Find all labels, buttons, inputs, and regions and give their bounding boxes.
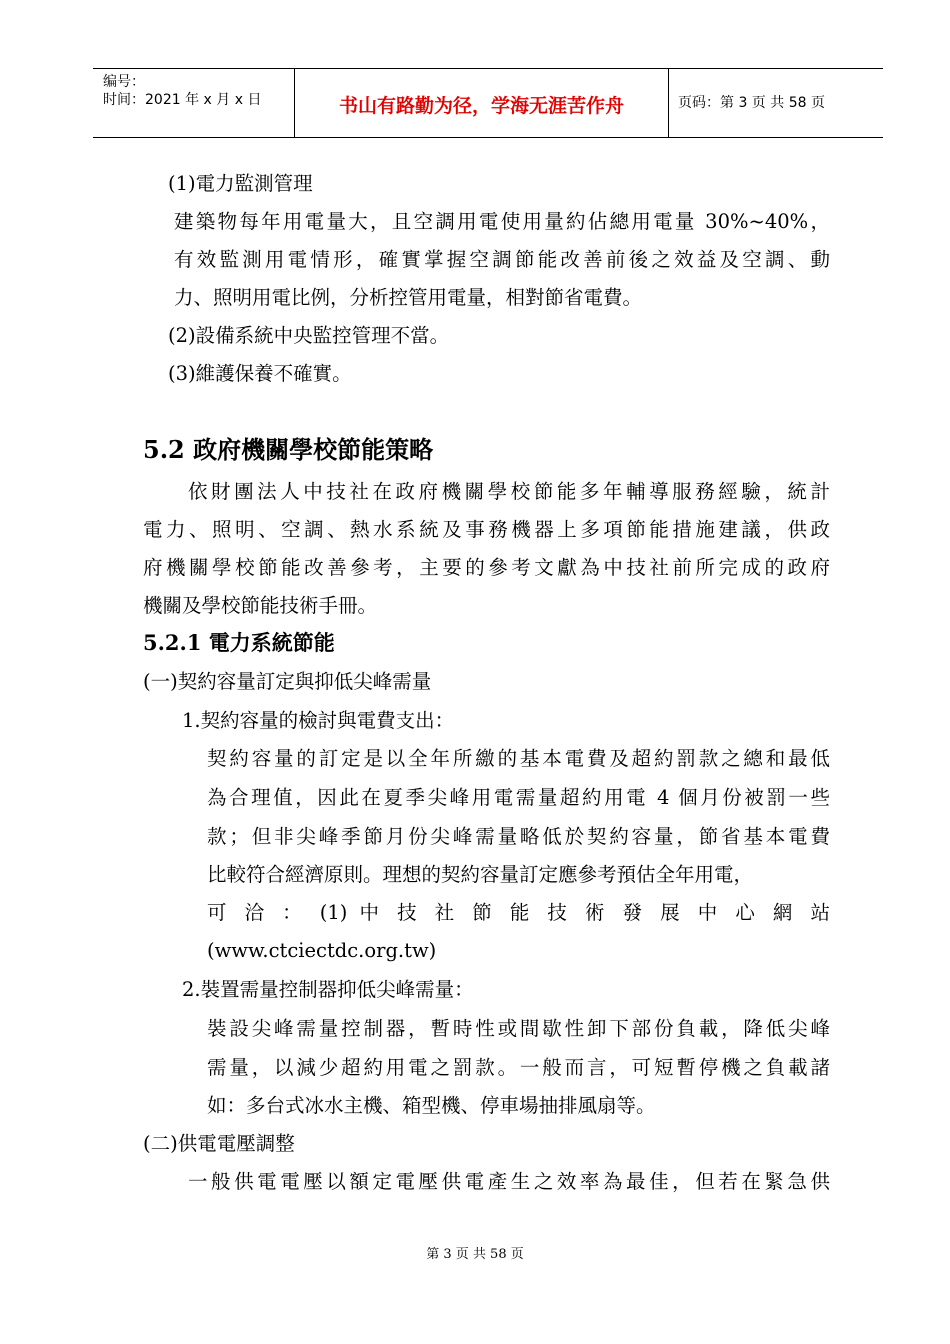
item-demand-controller: 2.裝置需量控制器抑低尖峰需量：: [182, 978, 474, 1001]
document-date: 时间：2021 年 x 月 x 日: [103, 92, 262, 108]
page-footer: 第 3 页 共 58 页: [426, 1247, 524, 1262]
header-motto-cell: [294, 69, 669, 137]
paragraph-line: 一般供電電壓以額定電壓供電產生之效率為最佳，但若在緊急供: [188, 1170, 830, 1193]
paragraph-line: 府機關學校節能改善參考，主要的參考文獻為中技社前所完成的政府: [143, 556, 830, 579]
paragraph-line: 建築物每年用電量大，且空調用電使用量約佔總用電量 30%~40%，: [174, 210, 830, 233]
paragraph-line: 需量，以減少超約用電之罰款。一般而言，可短暫停機之負載諸: [207, 1056, 830, 1079]
section-heading-5-2-1: 5.2.1 電力系統節能: [143, 630, 335, 655]
paragraph-line: 如：多台式冰水主機、箱型機、停車場抽排風扇等。: [207, 1094, 656, 1117]
header-page-code: 页码：第 3 页 共 58 页: [678, 95, 825, 111]
paragraph-line: 款；但非尖峰季節月份尖峰需量略低於契約容量，節省基本電費: [207, 825, 830, 848]
item-central-monitoring: (2)設備系統中央監控管理不當。: [168, 324, 450, 347]
item-maintenance: (3)維護保養不確實。: [168, 362, 352, 385]
website-link[interactable]: (www.ctciectdc.org.tw): [207, 939, 437, 962]
paragraph-line: 可 洽 ： (1) 中 技 社 節 能 技 術 發 展 中 心 網 站: [207, 901, 830, 924]
header-page-cell: [668, 69, 883, 137]
paragraph-line: 依財團法人中技社在政府機關學校節能多年輔導服務經驗，統計: [188, 480, 830, 503]
document-number-label: 编号：: [103, 74, 145, 90]
paragraph-line: 比較符合經濟原則。理想的契約容量訂定應參考預估全年用電，: [207, 863, 754, 886]
paragraph-line: 電力、照明、空調、熱水系統及事務機器上多項節能措施建議，供政: [143, 518, 830, 541]
paragraph-line: 機關及學校節能技術手冊。: [143, 594, 378, 617]
paragraph-line: 裝設尖峰需量控制器，暫時性或間歇性卸下部份負載，降低尖峰: [207, 1017, 830, 1040]
paragraph-line: 為合理值，因此在夏季尖峰用電需量超約用電 4 個月份被罰一些: [207, 786, 830, 809]
subsection-contract-capacity: (一)契約容量訂定與抑低尖峰需量: [143, 670, 432, 693]
header-meta-cell: [93, 69, 293, 137]
paragraph-line: 契約容量的訂定是以全年所繳的基本電費及超約罰款之總和最低: [207, 747, 830, 770]
paragraph-line: 有效監測用電情形，確實掌握空調節能改善前後之效益及空調、動: [174, 248, 830, 271]
header-motto: 书山有路勤为径，学海无涯苦作舟: [338, 95, 624, 117]
section-heading-5-2: 5.2 政府機關學校節能策略: [143, 435, 434, 464]
item-contract-review: 1.契約容量的檢討與電費支出：: [182, 709, 455, 732]
item-power-monitoring: (1)電力監測管理: [168, 172, 313, 195]
page-header: [93, 68, 883, 138]
subsection-voltage: (二)供電電壓調整: [143, 1132, 295, 1155]
paragraph-line: 力、照明用電比例，分析控管用電量，相對節省電費。: [174, 286, 643, 309]
